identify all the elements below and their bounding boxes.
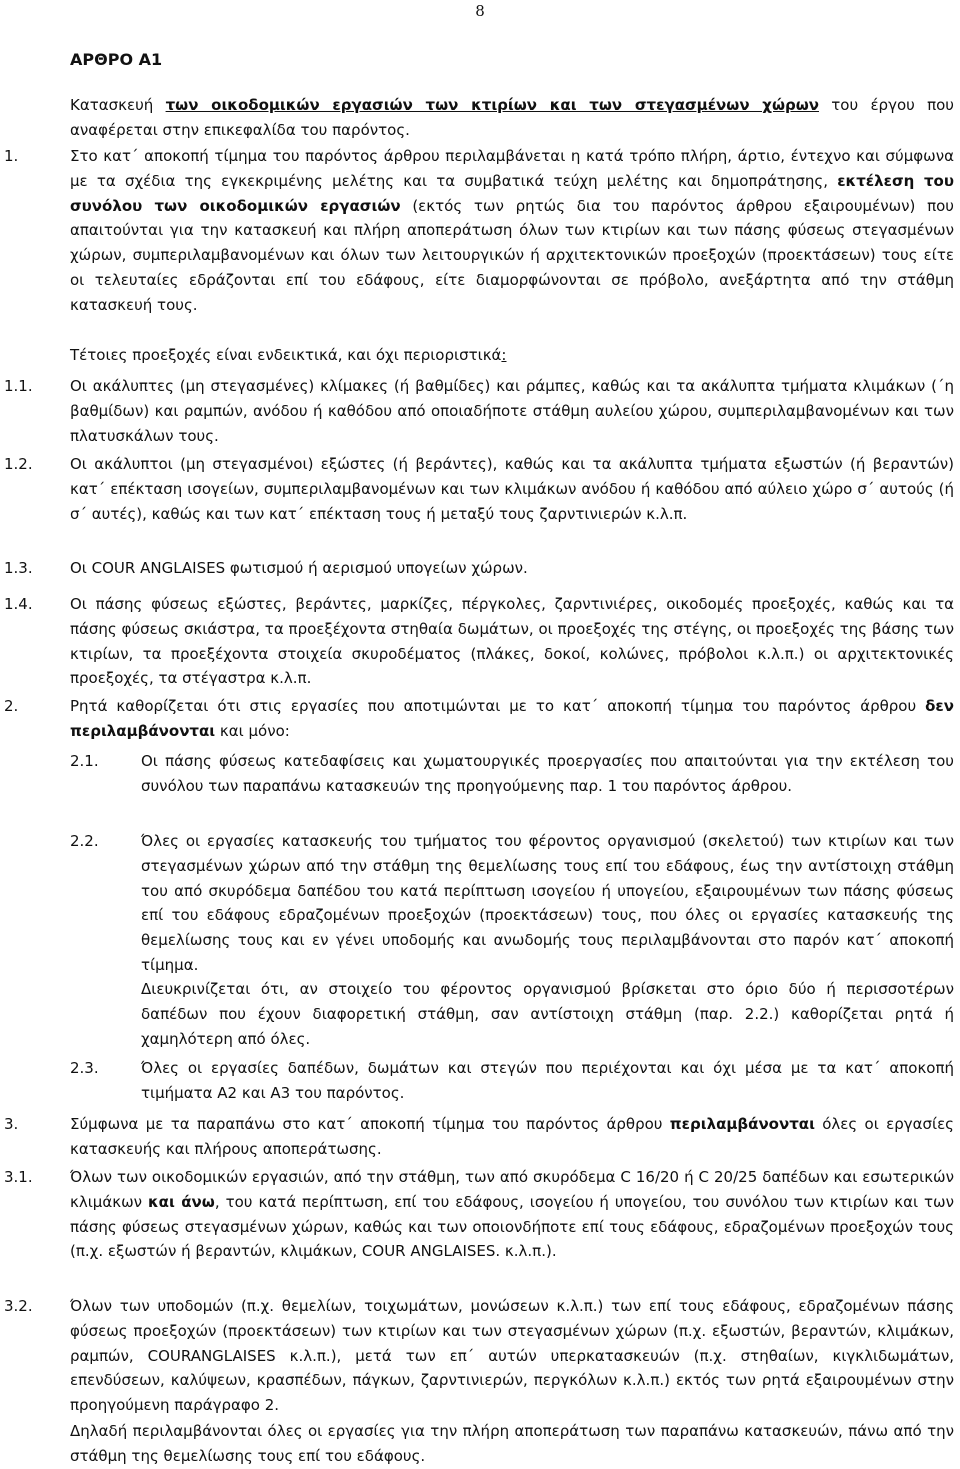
section-number-1-2: 1.2. xyxy=(4,455,33,473)
section-2-1-paragraph: Οι πάσης φύσεως κατεδαφίσεις και χωματουργικές προεργασίες που απαιτούνται για την εκτέλεση του συνόλου των παραπάνω κατασκευών της προηγούμενης παρ. 1 του παρόντος άρθρου. xyxy=(141,752,954,795)
section-number-2-3: 2.3. xyxy=(70,1059,99,1077)
section-1-4-paragraph: Οι πάσης φύσεως εξώστες, βεράντες, μαρκίζες, πέργκολες, ζαρντινιέρες, οικοδομές προεξοχές, καθώς και τα πάσης φύσεως σκιάστρα, τα προεξέχοντα στηθαία δωμάτων, οι προεξοχές της στέγης, οι προεξοχές της βάσης των κτιρίων, τα προεξέχοντα στοιχεία σκυροδέματος (πλάκες, δοκοί, κολώνες, πρόβολοι κ.λ.π.) οι αρχιτεκτονικές προεξοχές, τα στέγαστρα κ.λ.π. xyxy=(70,595,954,688)
section-number-1-3: 1.3. xyxy=(4,559,33,577)
section-2-bold: δεν περιλαμβάνονται xyxy=(70,697,954,740)
section-2-3-paragraph: Όλες οι εργασίες δαπέδων, δωμάτων και στεγών που περιέχονται και όχι μέσα με τα κατ΄ αποκοπή τιμήματα Α2 και Α3 του παρόντος. xyxy=(141,1059,954,1102)
intro-paragraph: Κατασκευή των οικοδομικών εργασιών των κτιρίων και των στεγασμένων χώρων του έργου που αναφέρεται στην επικεφαλίδα του παρόντος. xyxy=(70,96,954,139)
intro-underlined-text: των οικοδομικών εργασιών των κτιρίων και των στεγασμένων χώρων xyxy=(165,96,819,114)
section-1-2-paragraph: Οι ακάλυπτοι (μη στεγασμένοι) εξώστες (ή βεράντες), καθώς και τα ακάλυπτα τμήματα εξωστών (ή βεραντών) κατ΄ επέκταση ισογείων, συμπεριλαμβανομένων και των κλιμάκων ανόδου ή καθόδου από αύλειο χώρο σ΄ αυτούς (ή σ΄ αυτές), καθώς και των κατ΄ επέκταση τους ή μεταξύ τους ζαρντινιερών κ.λ.π. xyxy=(70,455,954,523)
section-2-2-paragraph: Όλες οι εργασίες κατασκευής του τμήματος του φέροντος οργανισμού (σκελετού) των κτιρίων και των στεγασμένων χώρων από την στάθμη της θεμελίωσης τους επί του εδάφους, έως την αντίστοιχη στάθμη του από σκυρόδεμα δαπέδου του κατά περίπτωση ισογείου ή υπογείου, εξαιρουμένων των πάσης φύσεως επί του εδάφους εδραζομένων προεξοχών (προεκτάσεων) τους, που όλες οι εργασίες κατασκευής της θεμελίωσης τους και εν γένει υποδομής και ανωδομής τους περιλαμβάνονται στο παρόν κατ΄ αποκοπή τίμημα. xyxy=(141,832,954,974)
section-number-1-4: 1.4. xyxy=(4,595,33,613)
section-1-bold: εκτέλεση του συνόλου των οικοδομικών εργασιών xyxy=(70,171,954,215)
section-1-1-paragraph: Οι ακάλυπτες (μη στεγασμένες) κλίμακες (ή βαθμίδες) και ράμπες, καθώς και τα ακάλυπτα τμήματα κλιμάκων (΄η βαθμίδων) και ραμπών, ανόδου ή καθόδου από οποιαδήποτε στάθμη αυλείου χώρου, συμπεριλαμβανομένων και των πλατυσκάλων τους. xyxy=(70,377,954,445)
section-number-2: 2. xyxy=(4,697,19,715)
section-3-1-bold: και άνω xyxy=(148,1192,215,1211)
section-number-1-1: 1.1. xyxy=(4,377,33,395)
section-3-bold: περιλαμβάνονται xyxy=(669,1115,815,1133)
article-title: ΑΡΘΡΟ Α1 xyxy=(70,50,163,69)
section-1-3-paragraph: Οι COUR ANGLAISES φωτισμού ή αερισμού υπογείων χώρων. xyxy=(70,559,528,577)
section-number-2-1: 2.1. xyxy=(70,752,99,770)
section-3-paragraph: Σύμφωνα με τα παραπάνω στο κατ΄ αποκοπή τίμημα του παρόντος άρθρου περιλαμβάνονται όλες οι εργασίες κατασκευής και πλήρους αποπεράτωσης. xyxy=(70,1115,954,1158)
section-number-1: 1. xyxy=(4,147,19,165)
section-3-2-paragraph: Όλων των υποδομών (π.χ. θεμελίων, τοιχωμάτων, μονώσεων κ.λ.π.) των επί τους εδάφους, εδραζομένων πάσης φύσεως προεξοχών (προεκτάσεων) των κτιρίων και των στεγασμένων χώρων (π.χ. εξωστών, βεραντών, κλιμάκων, ραμπών, COURANGLAISES κ.λ.π.), μετά των επ΄ αυτών υπερκατασκευών (π.χ. στηθαίων, κιγκλιδωμάτων, επενδύσεων, καλύψεων, κρασπέδων, πάγκων, ζαρντινιερών, περγκόλων κ.λ.π.) εκτός των ρητά εξαιρουμένων στην προηγούμενη παράγραφο 2. xyxy=(70,1297,954,1415)
indicative-note: Τέτοιες προεξοχές είναι ενδεικτικά, και όχι περιοριστικά: xyxy=(70,346,507,364)
page-number: 8 xyxy=(475,2,485,20)
section-number-2-2: 2.2. xyxy=(70,832,99,850)
section-number-3: 3. xyxy=(4,1115,19,1133)
section-2-paragraph: Ρητά καθορίζεται ότι στις εργασίες που αποτιμώνται με το κατ΄ αποκοπή τίμημα του παρόντος άρθρου δεν περιλαμβάνονται και μόνο: xyxy=(70,697,954,740)
section-number-3-1: 3.1. xyxy=(4,1168,33,1186)
section-3-1-paragraph: Όλων των οικοδομικών εργασιών, από την στάθμη, των από σκυρόδεμα C 16/20 ή C 20/25 δαπέδων και εσωτερικών κλιμάκων και άνω, του κατά περίπτωση, επί του εδάφους, ισογείου ή υπογείου, του συνόλου των κτιρίων και των πάσης φύσεως στεγασμένων χώρων, καθώς και των οποιονδήποτε επί τους εδάφους, εδραζομένων προεξοχών τους (π.χ. εξωστών ή βεραντών, κλιμάκων, COUR ANGLAISES. κ.λ.π.). xyxy=(70,1168,954,1261)
section-1-paragraph: Στο κατ΄ αποκοπή τίμημα του παρόντος άρθρου περιλαμβάνεται η κατά τρόπο πλήρη, άρτιο, έντεχνο και σύμφωνα με τα σχέδια της εγκεκριμένης μελέτης και τα συμβατικά τεύχη μελέτης και δημοπράτησης, εκτέλεση του συνόλου των οικοδομικών εργασιών (εκτός των ρητώς δια του παρόντος άρθρου εξαιρουμένων) που απαιτούνται για την κατασκευή και πλήρη αποπεράτωση όλων των κτιρίων και των πάσης φύσεως στεγασμένων χώρων, συμπεριλαμβανομένων και όλων των λειτουργικών ή αρχιτεκτονικών προεξοχών (προεκτάσεων) τους είτε οι τελευταίες εδράζονται επί του εδάφους, είτε διαμορφώνονται σε πρόβολο, ανεξάρτητα από την στάθμη κατασκευή τους. xyxy=(70,147,954,314)
section-number-3-2: 3.2. xyxy=(4,1297,33,1315)
section-3-2-summary: Δηλαδή περιλαμβάνονται όλες οι εργασίες για την πλήρη αποπεράτωση των παραπάνω κατασκευών, πάνω από την στάθμη της θεμελίωσης τους επί του εδάφους. xyxy=(70,1422,954,1465)
section-2-2-clarification: Διευκρινίζεται ότι, αν στοιχείο του φέροντος οργανισμού βρίσκεται στο όριο δύο ή περισσοτέρων δαπέδων που έχουν διαφορετική στάθμη, σαν αντίστοιχη στάθμη (παρ. 2.2.) καθορίζεται ρητά ή χαμηλότερη από όλες. xyxy=(141,980,954,1048)
